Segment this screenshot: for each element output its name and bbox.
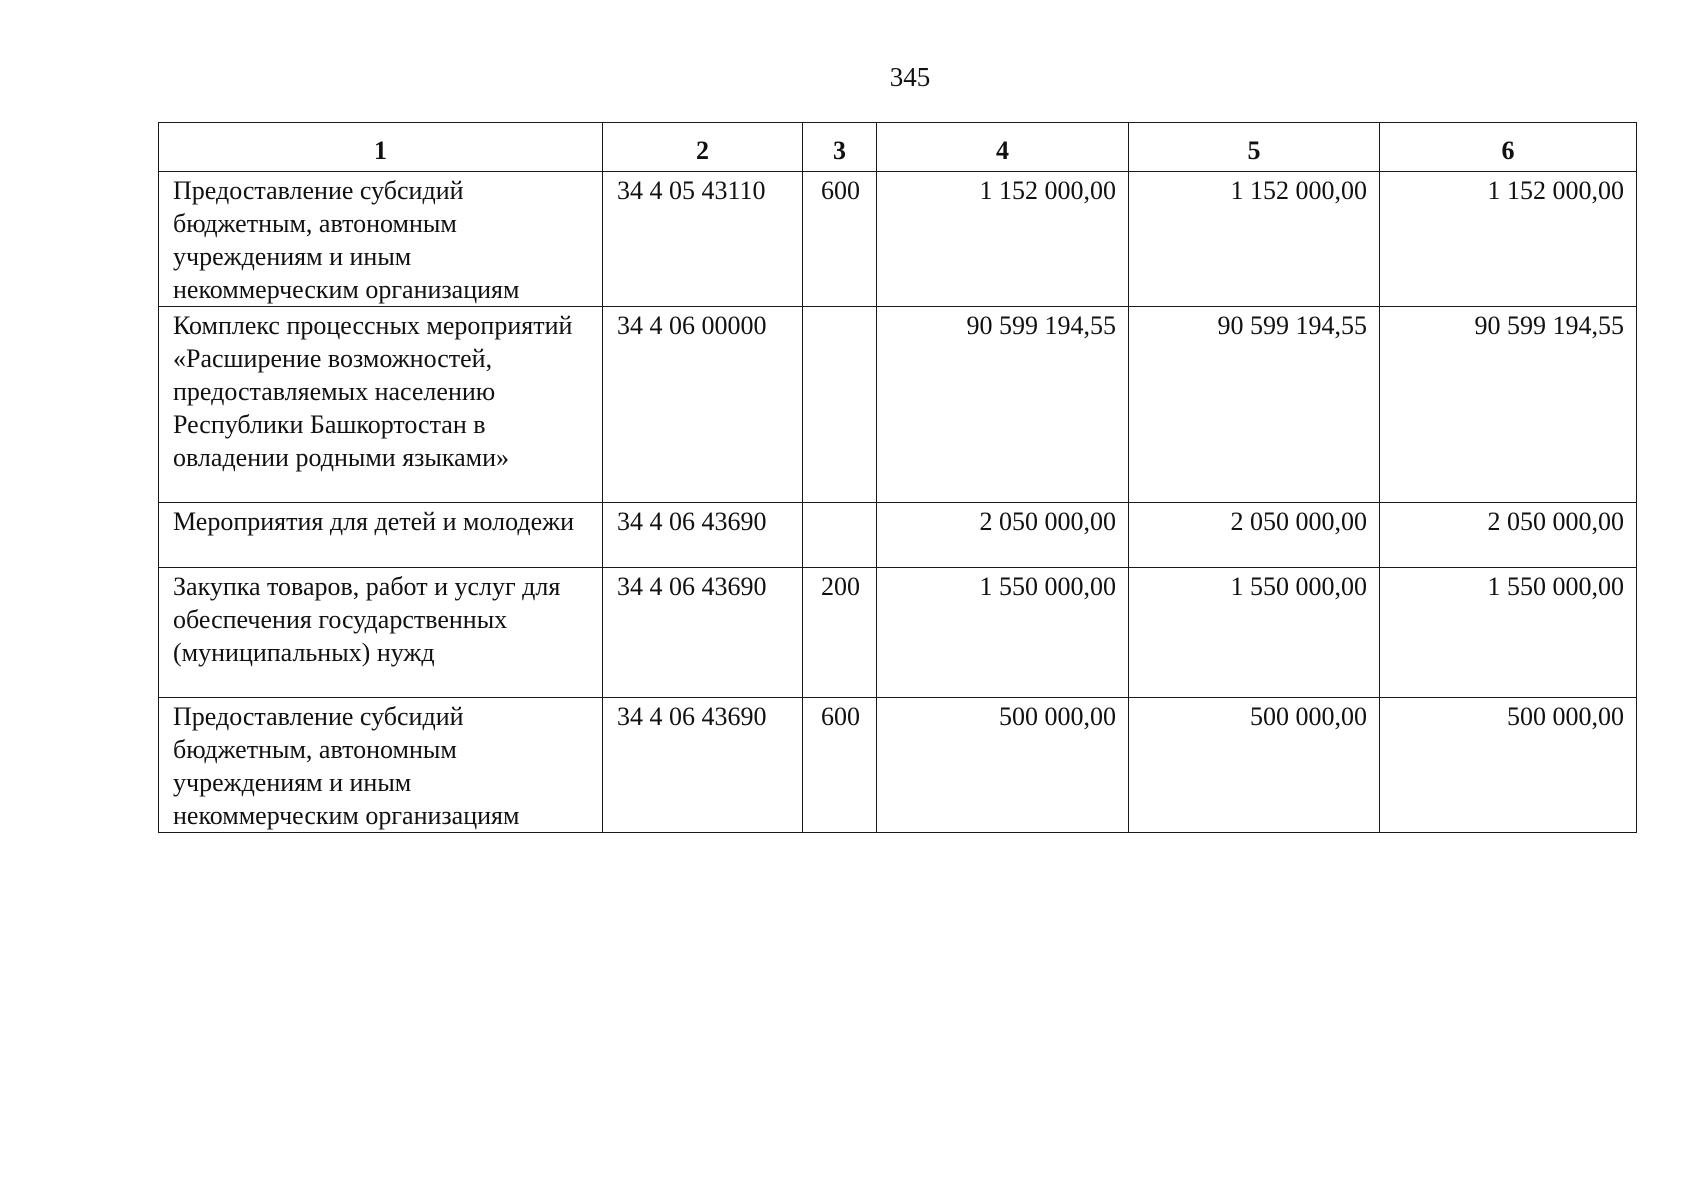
row-code: 34 4 06 43690 xyxy=(603,698,803,833)
row-name: Комплекс процессных мероприятий «Расширение возможностей, предоставляемых населению Республики Башкортостан в овладении родными языками» xyxy=(159,307,603,503)
row-amount-4: 1 550 000,00 xyxy=(877,568,1129,698)
row-code: 34 4 06 43690 xyxy=(603,503,803,568)
row-vr: 600 xyxy=(803,698,877,833)
table-row xyxy=(159,503,1637,568)
header-col-5: 5 xyxy=(1129,123,1380,172)
row-amount-6: 500 000,00 xyxy=(1380,698,1637,833)
row-amount-4: 500 000,00 xyxy=(877,698,1129,833)
table-row xyxy=(159,172,1637,307)
header-row xyxy=(159,123,1637,172)
row-amount-5: 90 599 194,55 xyxy=(1129,307,1380,503)
row-amount-5: 500 000,00 xyxy=(1129,698,1380,833)
table-row xyxy=(159,307,1637,503)
row-name: Закупка товаров, работ и услуг для обеспечения государственных (муниципальных) нужд xyxy=(159,568,603,698)
row-code: 34 4 06 43690 xyxy=(603,568,803,698)
table-row xyxy=(159,568,1637,698)
row-vr xyxy=(803,503,877,568)
row-amount-4: 90 599 194,55 xyxy=(877,307,1129,503)
row-amount-5: 1 550 000,00 xyxy=(1129,568,1380,698)
row-amount-4: 1 152 000,00 xyxy=(877,172,1129,307)
page-number: 345 xyxy=(889,62,931,92)
row-name: Предоставление субсидий бюджетным, автономным учреждениям и иным некоммерческим организациям xyxy=(159,172,603,307)
row-name: Предоставление субсидий бюджетным, автономным учреждениям и иным некоммерческим организациям xyxy=(159,698,603,833)
header-col-2: 2 xyxy=(603,123,803,172)
row-amount-4: 2 050 000,00 xyxy=(877,503,1129,568)
row-vr xyxy=(803,307,877,503)
row-name: Мероприятия для детей и молодежи xyxy=(159,503,603,568)
row-amount-5: 2 050 000,00 xyxy=(1129,503,1380,568)
row-vr: 600 xyxy=(803,172,877,307)
header-col-3: 3 xyxy=(803,123,877,172)
row-code: 34 4 06 00000 xyxy=(603,307,803,503)
row-amount-6: 90 599 194,55 xyxy=(1380,307,1637,503)
row-amount-6: 2 050 000,00 xyxy=(1380,503,1637,568)
row-vr: 200 xyxy=(803,568,877,698)
row-amount-6: 1 152 000,00 xyxy=(1380,172,1637,307)
table-row xyxy=(159,698,1637,833)
budget-table xyxy=(158,122,1637,833)
header-col-6: 6 xyxy=(1380,123,1637,172)
row-amount-6: 1 550 000,00 xyxy=(1380,568,1637,698)
row-code: 34 4 05 43110 xyxy=(603,172,803,307)
header-col-4: 4 xyxy=(877,123,1129,172)
row-amount-5: 1 152 000,00 xyxy=(1129,172,1380,307)
header-col-1: 1 xyxy=(159,123,603,172)
